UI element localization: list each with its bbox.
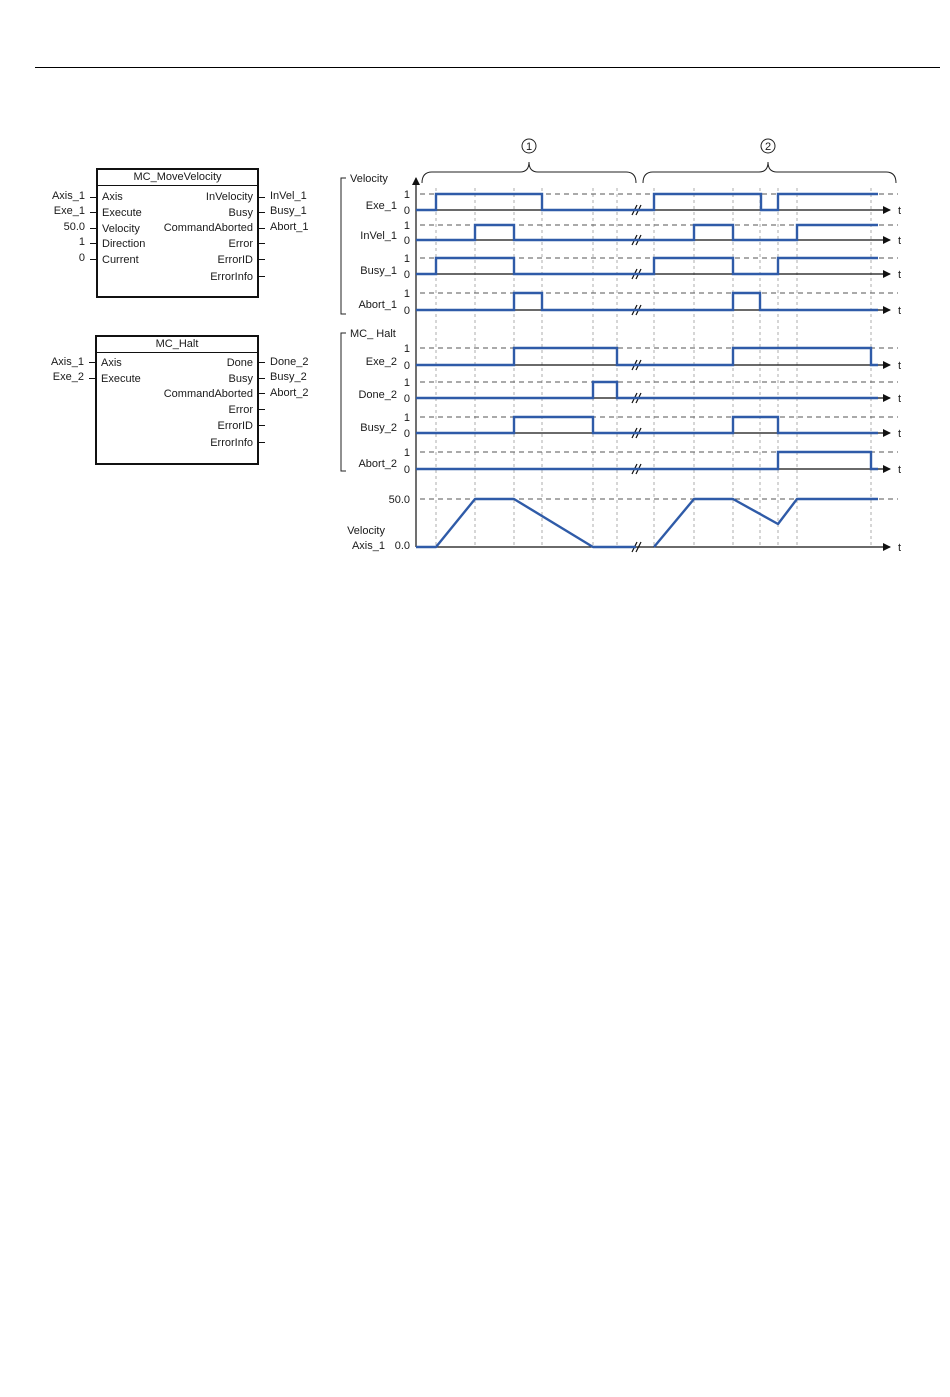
halt-ext-axis-1: Axis_1 <box>50 356 84 368</box>
signal-name-done-2: Done_2 <box>358 389 397 401</box>
level-high-label: 1 <box>403 220 410 232</box>
section-1-brace <box>422 162 636 183</box>
time-label: t <box>898 235 902 247</box>
ext-velocity-value: 50.0 <box>63 221 85 233</box>
pin-direction: Direction <box>102 238 146 250</box>
pin-current: Current <box>102 254 139 266</box>
signal-name-busy-1: Busy_1 <box>360 265 397 277</box>
waveform-done-2 <box>416 382 878 398</box>
waveform-abort-1 <box>416 293 878 310</box>
halt-pin-busy: Busy <box>228 373 253 385</box>
halt-ext-abort-2: Abort_2 <box>270 387 309 399</box>
time-label: t <box>898 360 902 372</box>
level-high-label: 1 <box>403 377 410 389</box>
level-low-label: 0 <box>403 235 410 247</box>
pin-axis: Axis <box>102 191 123 203</box>
level-high-label: 1 <box>403 412 410 424</box>
section-2-number: 2 <box>764 141 772 153</box>
time-label: t <box>898 205 902 217</box>
pin-errorid: ErrorID <box>217 254 253 266</box>
waveform-invel-1 <box>416 225 878 240</box>
waveform-abort-2 <box>416 452 878 469</box>
halt-pin-commandaborted: CommandAborted <box>163 388 253 400</box>
pin-errorinfo: ErrorInfo <box>210 271 253 283</box>
ext-invel-1: InVel_1 <box>270 190 307 202</box>
halt-pin-errorinfo: ErrorInfo <box>210 437 253 449</box>
velocity-profile <box>416 499 878 547</box>
signal-name-exe-2: Exe_2 <box>365 356 397 368</box>
level-low-label: 0 <box>403 305 410 317</box>
halt-pin-axis: Axis <box>101 357 122 369</box>
velocity-min-label: 0.0 <box>394 540 410 552</box>
waveform-exe-1 <box>416 194 878 210</box>
level-low-label: 0 <box>403 360 410 372</box>
halt-ext-exe-2: Exe_2 <box>52 371 84 383</box>
waveform-busy-2 <box>416 417 878 433</box>
time-label: t <box>898 393 902 405</box>
waveform-exe-2 <box>416 348 878 365</box>
level-low-label: 0 <box>403 464 410 476</box>
level-low-label: 0 <box>403 205 410 217</box>
level-high-label: 1 <box>403 253 410 265</box>
pin-execute: Execute <box>102 207 142 219</box>
time-label: t <box>898 464 902 476</box>
pin-invelocity: InVelocity <box>205 191 253 203</box>
ext-axis-1: Axis_1 <box>51 190 85 202</box>
ext-busy-1: Busy_1 <box>270 205 307 217</box>
section-1-number: 1 <box>525 141 533 153</box>
level-low-label: 0 <box>403 393 410 405</box>
pin-commandaborted: CommandAborted <box>163 222 253 234</box>
halt-group-label: MC_ Halt <box>350 328 396 340</box>
velocity-name-line1: Velocity <box>347 525 385 537</box>
halt-ext-busy-2: Busy_2 <box>270 371 307 383</box>
halt-group-bracket <box>341 333 346 471</box>
section-2-brace <box>643 162 896 183</box>
halt-pin-execute: Execute <box>101 373 141 385</box>
time-label: t <box>898 269 902 281</box>
signal-name-abort-1: Abort_1 <box>358 299 397 311</box>
time-label: t <box>898 542 902 554</box>
ext-exe-1: Exe_1 <box>53 205 85 217</box>
ext-current-value: 0 <box>78 252 85 264</box>
halt-pin-errorid: ErrorID <box>217 420 253 432</box>
ext-direction-value: 1 <box>78 236 85 248</box>
time-label: t <box>898 428 902 440</box>
level-low-label: 0 <box>403 428 410 440</box>
velocity-group-label: Velocity <box>350 173 388 185</box>
signal-name-invel-1: InVel_1 <box>360 230 397 242</box>
velocity-group-bracket <box>341 178 346 314</box>
velocity-name-line2: Axis_1 <box>351 540 385 552</box>
halt-pin-error: Error <box>228 404 253 416</box>
timing-diagram <box>0 0 950 600</box>
mc-movevelocity-title: MC_MoveVelocity <box>98 170 257 186</box>
level-high-label: 1 <box>403 288 410 300</box>
velocity-max-label: 50.0 <box>388 494 410 506</box>
halt-ext-done-2: Done_2 <box>270 356 309 368</box>
time-label: t <box>898 305 902 317</box>
level-high-label: 1 <box>403 447 410 459</box>
level-low-label: 0 <box>403 269 410 281</box>
signal-name-abort-2: Abort_2 <box>358 458 397 470</box>
signal-name-exe-1: Exe_1 <box>365 200 397 212</box>
mc-halt-title: MC_Halt <box>97 337 257 353</box>
level-high-label: 1 <box>403 189 410 201</box>
halt-pin-done: Done <box>226 357 253 369</box>
level-high-label: 1 <box>403 343 410 355</box>
pin-error: Error <box>228 238 253 250</box>
signal-name-busy-2: Busy_2 <box>360 422 397 434</box>
event-gridlines <box>436 188 871 547</box>
ext-abort-1: Abort_1 <box>270 221 309 233</box>
pin-busy: Busy <box>228 207 253 219</box>
pin-velocity: Velocity <box>102 223 140 235</box>
waveform-busy-1 <box>416 258 878 274</box>
